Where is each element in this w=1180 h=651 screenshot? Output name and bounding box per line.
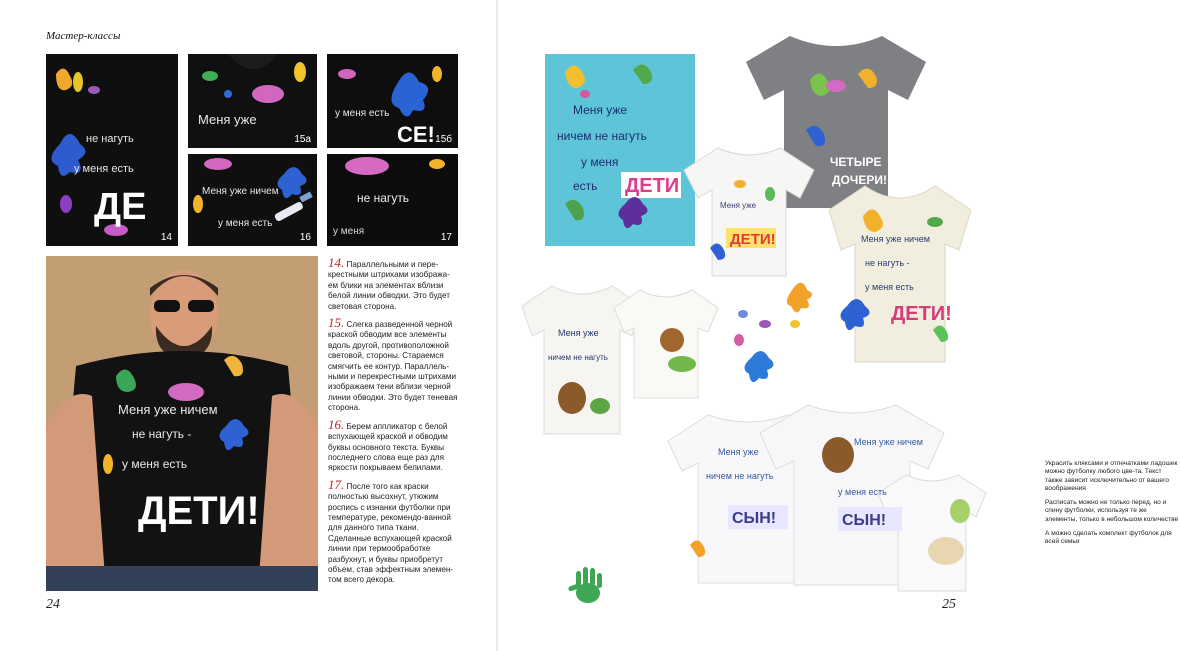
step-number: 16. (328, 416, 345, 432)
svg-text:СЫН!: СЫН! (842, 512, 887, 529)
decorative-paint-splashes (725, 280, 835, 390)
steps-text-column (328, 255, 458, 592)
step-text: После того как краски полностью высохнут, утюжим роспись с изнанки футболки при температуре, рекомендо-ванной для данного типа ткани. Сделанные вспухающей краской линии при термообработке разбухнут, и буквы приобретут объем, став эффектным элемен-том всего декора. (328, 481, 453, 585)
svg-text:у меня: у меня (333, 226, 365, 237)
svg-text:Меня уже ничем: Меня уже ничем (861, 234, 930, 244)
svg-text:Меня уже: Меня уже (573, 103, 628, 117)
step-15 (328, 315, 458, 414)
svg-text:ДЕТИ: ДЕТИ (625, 175, 680, 197)
photo-step-17 (327, 154, 458, 246)
painted-shirt-closeup-image (327, 154, 458, 246)
cream-painted-tshirt-image (825, 180, 975, 366)
svg-text:ДЕ: ДЕ (94, 186, 147, 228)
svg-text:у меня есть: у меня есть (865, 282, 914, 292)
svg-text:есть: есть (573, 179, 598, 193)
step-text: Слегка разведенной черной краской обводим все элементы вдоль другой, противоположной световой, стороны. Стараемся смягчить ее контур. Параллель-ными и перекрестными штрихами изображаем тени вблизи черной линии обводки. Это будет теневая сторона. (328, 320, 458, 413)
svg-text:Меня уже: Меня уже (558, 328, 599, 338)
step-text: Берем аппликатор с белой вспухающей краской и обводим буквы основного текста. Буквы последнего слова еще раз для яркости покрываем белилами. (328, 421, 448, 473)
svg-text:ничем не нагуть: ничем не нагуть (557, 129, 647, 143)
family-set-painted-tshirts-image (678, 395, 998, 585)
svg-text:не нагуть: не нагуть (357, 191, 410, 205)
photo-cream-shirt (825, 180, 975, 366)
svg-text:ДЕТИ!: ДЕТИ! (138, 489, 260, 533)
step-14 (328, 255, 458, 312)
svg-text:у меня: у меня (581, 155, 619, 169)
svg-text:ЧЕТЫРЕ: ЧЕТЫРЕ (830, 155, 882, 169)
svg-text:СЫН!: СЫН! (732, 510, 777, 527)
caption-family-set: А можно сделать комплект футболок для всей семьи (1045, 530, 1172, 546)
man-wearing-painted-tshirt-image (46, 256, 318, 591)
section-title: Мастер-классы (46, 30, 121, 42)
caption-any-color: Украсить кляксами и отпечатками ладошек можно футболку любого цве-та. Текст также зависит исключительно от вашего воображения (1045, 460, 1178, 492)
svg-text:Меня уже ничем: Меня уже ничем (854, 437, 923, 447)
step-16 (328, 416, 458, 474)
svg-text:Меня уже: Меня уже (198, 112, 257, 127)
svg-text:ДЕТИ!: ДЕТИ! (730, 231, 776, 248)
svg-text:у меня есть: у меня есть (335, 108, 390, 119)
painted-shirt-closeup-image (46, 54, 178, 246)
svg-text:не нагуть -: не нагуть - (865, 258, 910, 268)
left-page (0, 0, 500, 651)
white-painted-tshirt-image (680, 144, 818, 276)
photo-step-15b (327, 54, 458, 148)
svg-text:не нагуть -: не нагуть - (132, 427, 192, 441)
photo-label-15a: 15а (294, 134, 311, 145)
photo-family-shirts (678, 395, 998, 585)
svg-text:у меня есть: у меня есть (218, 218, 273, 229)
photo-label-15b: 15б (435, 134, 452, 145)
svg-text:Меня уже: Меня уже (720, 201, 757, 210)
blue-painted-tshirt-image (545, 54, 695, 246)
svg-text:ДЕТИ!: ДЕТИ! (891, 303, 952, 325)
svg-text:у меня есть: у меня есть (122, 457, 188, 471)
photo-step-14 (46, 54, 178, 246)
svg-text:у меня есть: у меня есть (838, 487, 887, 497)
svg-text:Меня уже: Меня уже (718, 447, 759, 457)
page-number-left: 24 (46, 597, 60, 612)
right-page (500, 0, 1179, 651)
photo-man-in-painted-shirt (46, 256, 318, 591)
step-number: 15. (328, 315, 345, 331)
green-handprint-icon (566, 565, 610, 607)
svg-text:Меня уже ничем: Меня уже ничем (118, 402, 218, 417)
photo-step-16 (188, 154, 317, 246)
photo-label-16: 16 (299, 232, 311, 243)
step-number: 17. (328, 476, 345, 492)
svg-text:у меня есть: у меня есть (74, 163, 134, 175)
svg-text:СЕ!: СЕ! (397, 122, 435, 147)
page-number-right: 25 (942, 597, 956, 612)
painted-shirt-closeup-image (188, 154, 317, 246)
step-17 (328, 476, 458, 586)
photo-label-17: 17 (440, 232, 452, 243)
photo-label-14: 14 (160, 232, 172, 243)
photo-step-15a (188, 54, 317, 148)
caption-back-side: Расписать можно не только перед, но и спину футболки, используя те же элементы, только в небольшом количестве (1045, 499, 1179, 523)
svg-text:Меня уже ничем: Меня уже ничем (202, 186, 279, 197)
step-number: 14. (328, 255, 345, 270)
svg-text:ДОЧЕРИ!: ДОЧЕРИ! (832, 173, 887, 187)
photo-blue-shirt (545, 54, 695, 246)
svg-text:не нагуть: не нагуть (86, 133, 134, 145)
svg-text:ничем не нагуть: ничем не нагуть (548, 353, 608, 362)
svg-text:ничем не нагуть: ничем не нагуть (706, 471, 774, 481)
photo-white-shirt-small (680, 144, 818, 276)
photo-captions (1045, 460, 1180, 553)
step-text: Параллельными и пере-крестными штрихами изобража-ем блики на элементах вблизи белой линии обводки. Это будет световая сторона. (328, 260, 450, 311)
